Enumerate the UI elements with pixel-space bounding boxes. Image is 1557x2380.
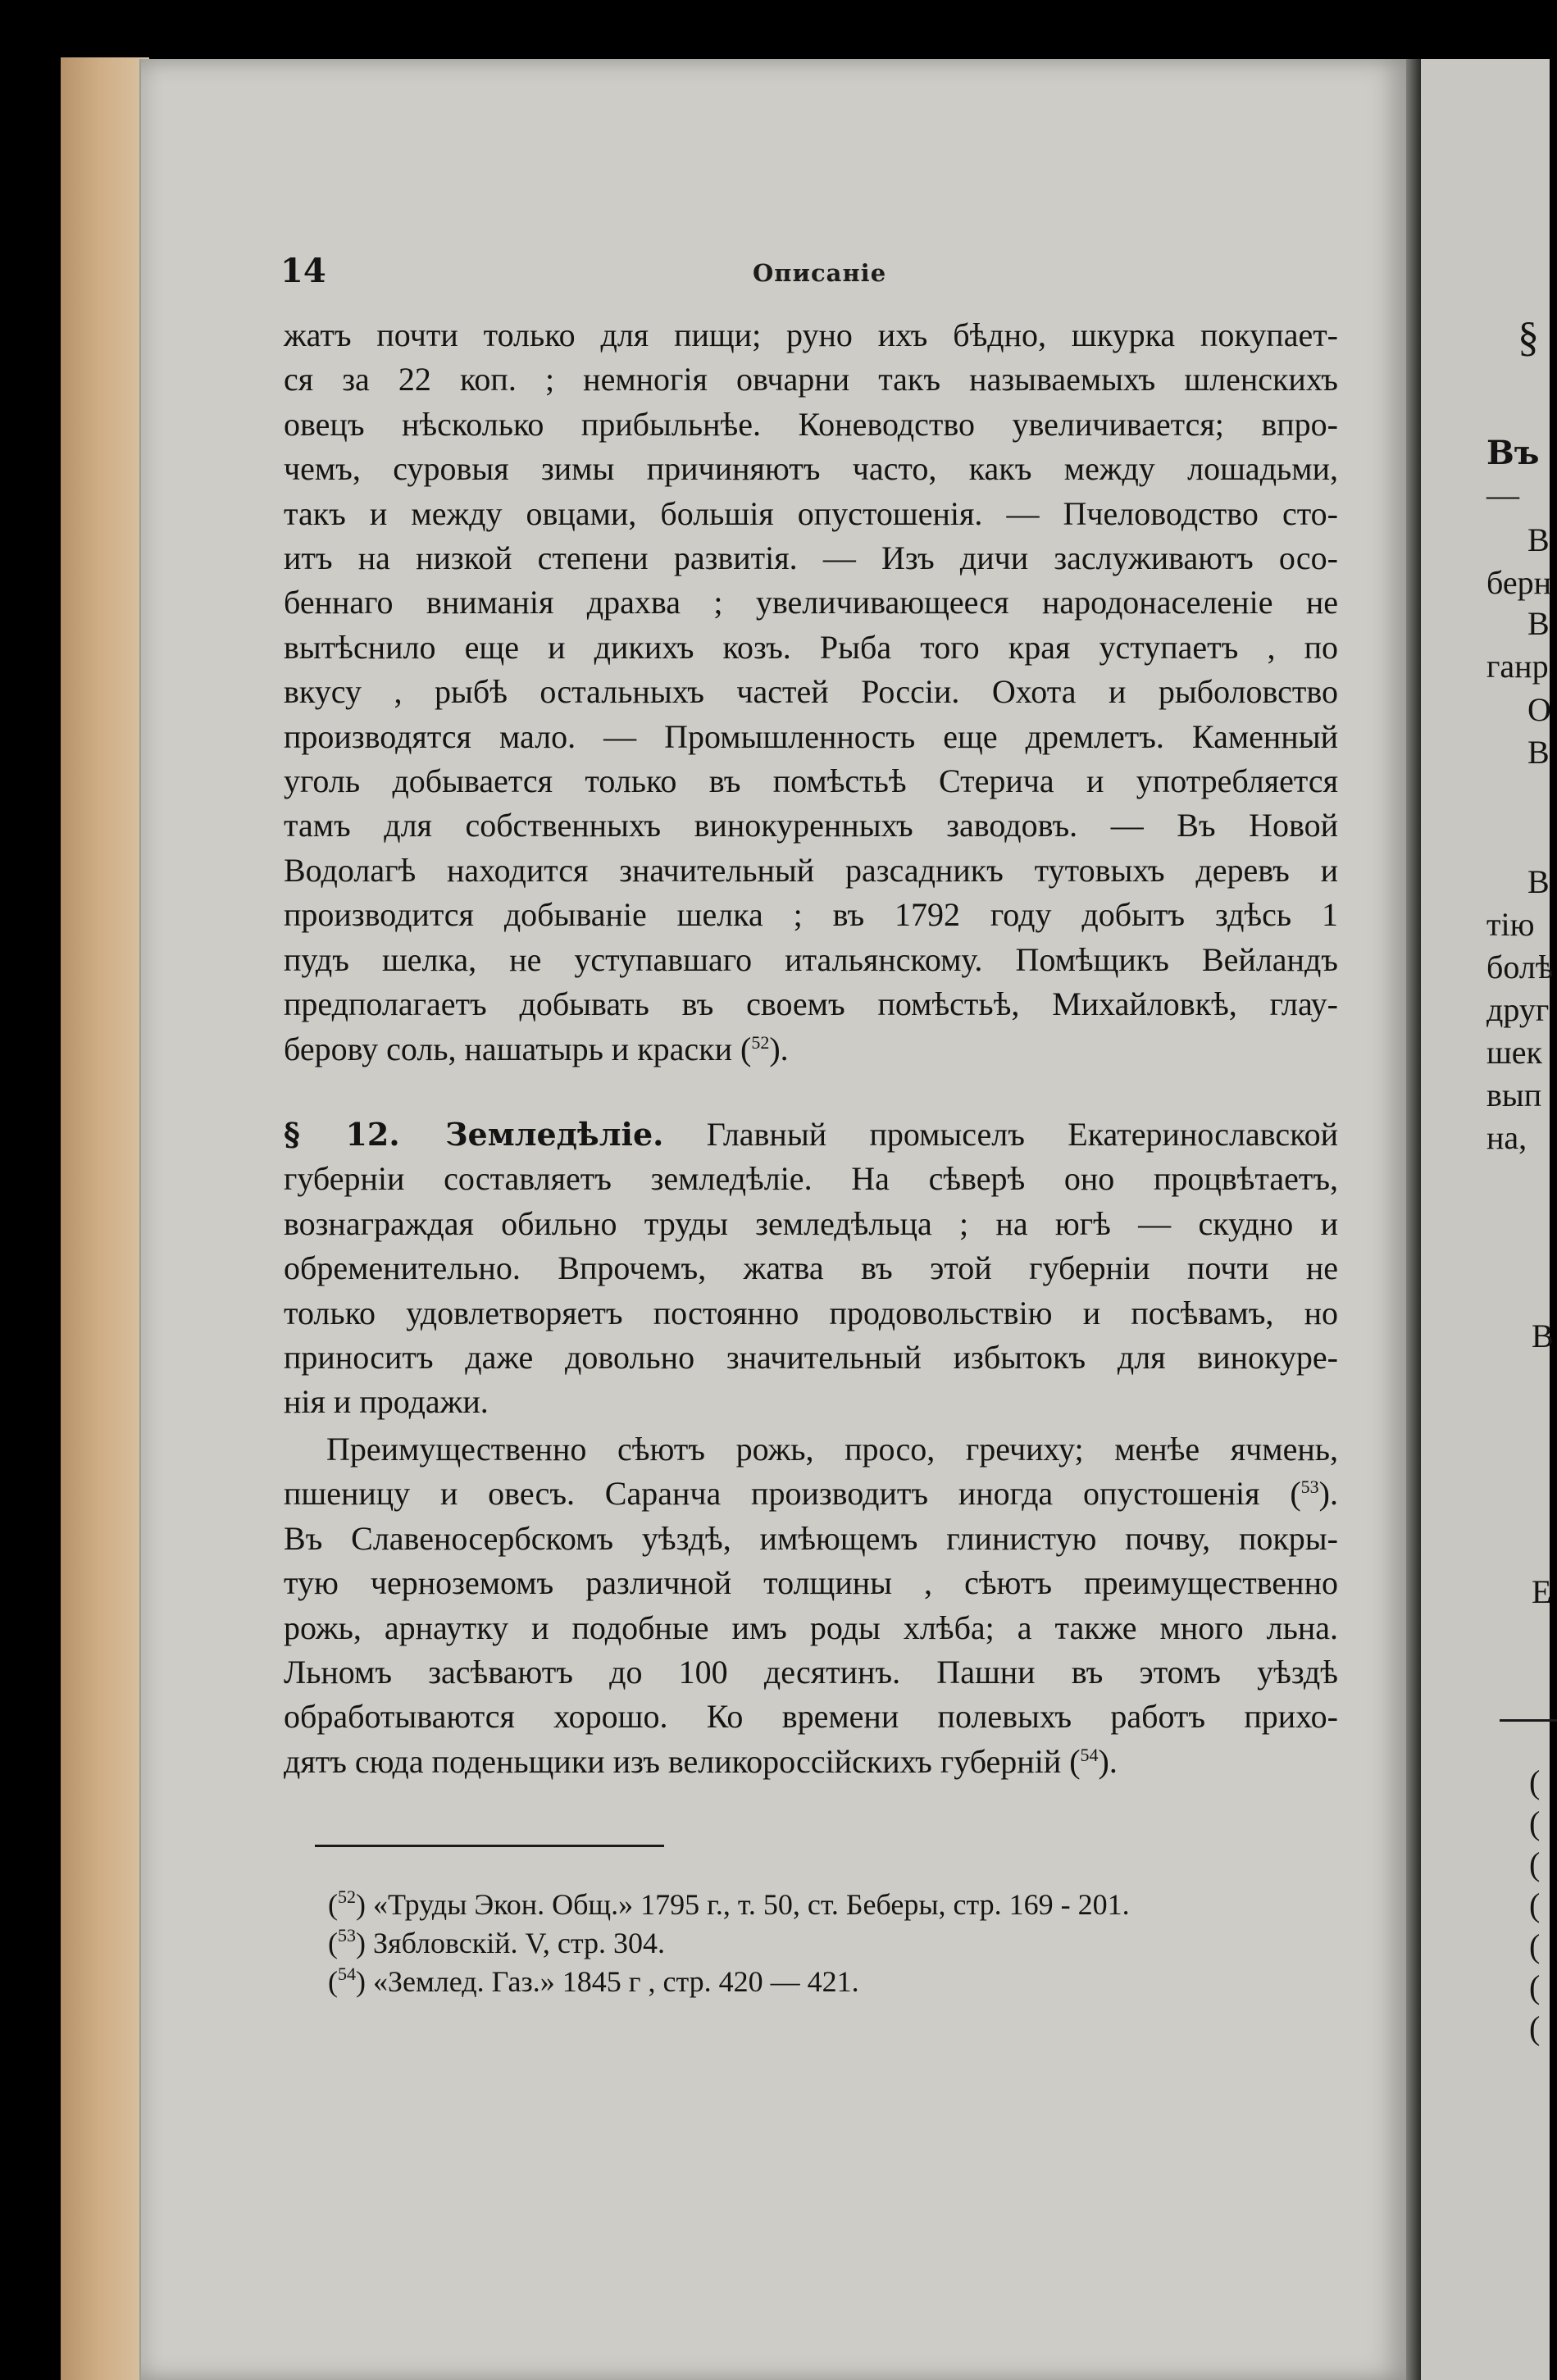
fragment: ( xyxy=(1529,1804,1541,1841)
fragment: ( xyxy=(1529,1763,1541,1800)
text-line: берову соль, нашатырь и краски ($^{52}$). xyxy=(284,1030,789,1067)
text-line: такъ и между овцами, большія опустошенія. — Пчеловодство сто- xyxy=(284,494,1338,532)
footnote: ($^{53}$) Зябловскій. V, стр. 304. xyxy=(328,1925,666,1959)
fragment: ( xyxy=(1529,1927,1541,1964)
fragment: В xyxy=(1527,734,1550,771)
heading-part: ліе. xyxy=(599,1116,664,1153)
footnote-text: Зябловскій. V, стр. 304. xyxy=(373,1927,666,1959)
section-agriculture xyxy=(284,1113,1338,1425)
section-heading xyxy=(445,1116,663,1153)
fragment: вып xyxy=(1486,1076,1542,1113)
text-line: Водолагѣ находится значительный разсадникъ тутовыхъ деревъ и xyxy=(284,851,1338,889)
text-line: чемъ, суровыя зимы причиняютъ часто, какъ между лошадьми, xyxy=(284,450,1338,488)
line-text: Главный промыселъ Екатеринославской xyxy=(663,1116,1338,1153)
section-mark: § 12. xyxy=(284,1116,446,1153)
fragment: Е xyxy=(1532,1573,1552,1610)
page-edge xyxy=(61,57,149,2380)
text-line: беннаго вниманія драхва ; увеличивающееся народонаселеніе не xyxy=(284,584,1338,621)
text-line: вкусу , рыбѣ остальныхъ частей Россіи. Охота и рыболовство xyxy=(284,673,1338,711)
text-line: производятся мало. — Промышленность еще дремлетъ. Каменный xyxy=(284,717,1338,755)
fragment: друг xyxy=(1486,991,1550,1028)
line-text: ). xyxy=(1098,1742,1118,1780)
fragment: В xyxy=(1527,521,1550,558)
fragment: В xyxy=(1527,605,1550,642)
text-line: производится добываніе шелка ; въ 1792 году добытъ здѣсь 1 xyxy=(284,896,1338,934)
line-text: дятъ сюда поденьщики изъ великороссійскихъ губерній ( xyxy=(284,1742,1081,1780)
text-line: тую черноземомъ различной толщины , сѣютъ преимущественно xyxy=(284,1564,1338,1602)
right-page xyxy=(1421,59,1554,2380)
text-line: уголь добывается только въ помѣстьѣ Стерича и употребляется xyxy=(284,762,1338,800)
fragment: Въ xyxy=(1486,434,1540,472)
heading-part: ѣ xyxy=(577,1116,599,1153)
text-line: вытѣснило еще и дикихъ козъ. Рыба того края уступаетъ , по xyxy=(284,628,1338,666)
text-line: нія и продажи. xyxy=(284,1383,489,1421)
fragment: ганр xyxy=(1486,648,1549,685)
fragment: ( xyxy=(1529,2009,1541,2046)
footnote-text: «Землед. Газ.» 1845 г , стр. 420 — 421. xyxy=(373,1965,859,1998)
fragment: болѣ xyxy=(1486,949,1554,985)
footnote-mark: 53 xyxy=(338,1925,356,1945)
footnote: ($^{52}$) «Труды Экон. Общ.» 1795 г., т. 50, ст. Беберы, стр. 169 - 201. xyxy=(328,1886,1130,1921)
paragraph-crops xyxy=(284,1427,1338,1784)
footnote-mark: 54 xyxy=(338,1964,356,1984)
text-line xyxy=(284,1740,1338,1784)
footnote-ref: 53 xyxy=(1300,1477,1319,1498)
heading-part: Землед xyxy=(445,1116,578,1153)
text-line: итъ на низкой степени развитія. — Изъ дичи заслуживаютъ осо- xyxy=(284,539,1338,577)
fragment: О xyxy=(1527,691,1551,728)
text-line: пудъ шелка, не уступавшаго итальянскому. Помѣщикъ Вейландъ xyxy=(284,940,1338,978)
text-line: обременительно. Впрочемъ, жатва въ этой губерніи почти не xyxy=(284,1249,1338,1287)
line-text: ). xyxy=(1318,1475,1338,1513)
footnote-ref: 52 xyxy=(751,1031,770,1053)
fragment: ( xyxy=(1529,1886,1541,1923)
fragment: на, xyxy=(1486,1119,1527,1156)
text-line: приноситъ даже довольно значительный избытокъ для винокуре- xyxy=(284,1339,1338,1377)
text-line: тамъ для собственныхъ винокуренныхъ заводовъ. — Въ Новой xyxy=(284,807,1338,844)
page-number: 14 xyxy=(280,252,326,290)
footnote-ref: 54 xyxy=(1080,1744,1099,1765)
fragment: шек xyxy=(1486,1034,1542,1071)
line-text: пшеницу и овесъ. Саранча производитъ иногда опустошенія ( xyxy=(284,1475,1301,1513)
fragment: В xyxy=(1527,863,1550,900)
text-line: обработываются хорошо. Ко времени полевыхъ работъ прихо- xyxy=(284,1698,1338,1736)
text-line: Преимущественно сѣютъ рожь, просо, гречиху; менѣе ячмень, xyxy=(326,1431,1338,1468)
text-line: губерніи составляетъ земледѣліе. На сѣверѣ оно процвѣтаетъ, xyxy=(284,1160,1338,1198)
text-line: рожь, арнаутку и подобные имъ роды хлѣба; а также много льна. xyxy=(284,1609,1338,1646)
text-line: жатъ почти только для пищи; руно ихъ бѣдно, шкурка покупает- xyxy=(284,316,1338,353)
section-first-line xyxy=(284,1113,1338,1157)
text-line: овецъ нѣсколько прибыльнѣе. Коневодство увеличивается; впро- xyxy=(284,405,1338,443)
text-line: Льномъ засѣваютъ до 100 десятинъ. Пашни въ этомъ уѣздѣ xyxy=(284,1654,1338,1691)
line-text: берову соль, нашатырь и краски ( xyxy=(284,1030,752,1067)
text-line: ся за 22 коп. ; немногія овчарни такъ называемыхъ шленскихъ xyxy=(284,361,1338,398)
text-line: Въ Славеносербскомъ уѣздѣ, имѣющемъ глинистую почву, покры- xyxy=(284,1519,1338,1557)
fragment: В xyxy=(1532,1317,1554,1354)
fragment: ( xyxy=(1529,1845,1541,1882)
fragment: § xyxy=(1518,314,1539,361)
text-line xyxy=(284,1472,1338,1516)
text-line: предполагаетъ добывать въ своемъ помѣстьѣ, Михайловкѣ, глау- xyxy=(284,985,1338,1023)
running-head: Описаніе xyxy=(753,259,887,287)
footnote-text: «Труды Экон. Общ.» 1795 г., т. 50, ст. Беберы, стр. 169 - 201. xyxy=(373,1888,1130,1921)
fragment: — xyxy=(1486,476,1519,513)
footnotes xyxy=(328,1886,1353,2001)
paragraph-livestock xyxy=(284,313,1338,1072)
footnote: ($^{54}$) «Землед. Газ.» 1845 г , стр. 420 — 421. xyxy=(328,1964,859,1998)
book-gutter xyxy=(1406,59,1421,2380)
text-line: вознаграждая обильно труды земледѣльца ; на югѣ — скудно и xyxy=(284,1204,1338,1242)
fragment: ( xyxy=(1529,1968,1541,2005)
fragment: берн xyxy=(1486,564,1551,601)
text-line: только удовлетворяетъ постоянно продовольствію и посѣвамъ, но xyxy=(284,1294,1338,1331)
fragment: тію xyxy=(1486,906,1535,943)
footnote-mark: 52 xyxy=(338,1886,356,1907)
footnote-rule xyxy=(315,1845,664,1847)
right-footnote-rule xyxy=(1500,1719,1557,1722)
